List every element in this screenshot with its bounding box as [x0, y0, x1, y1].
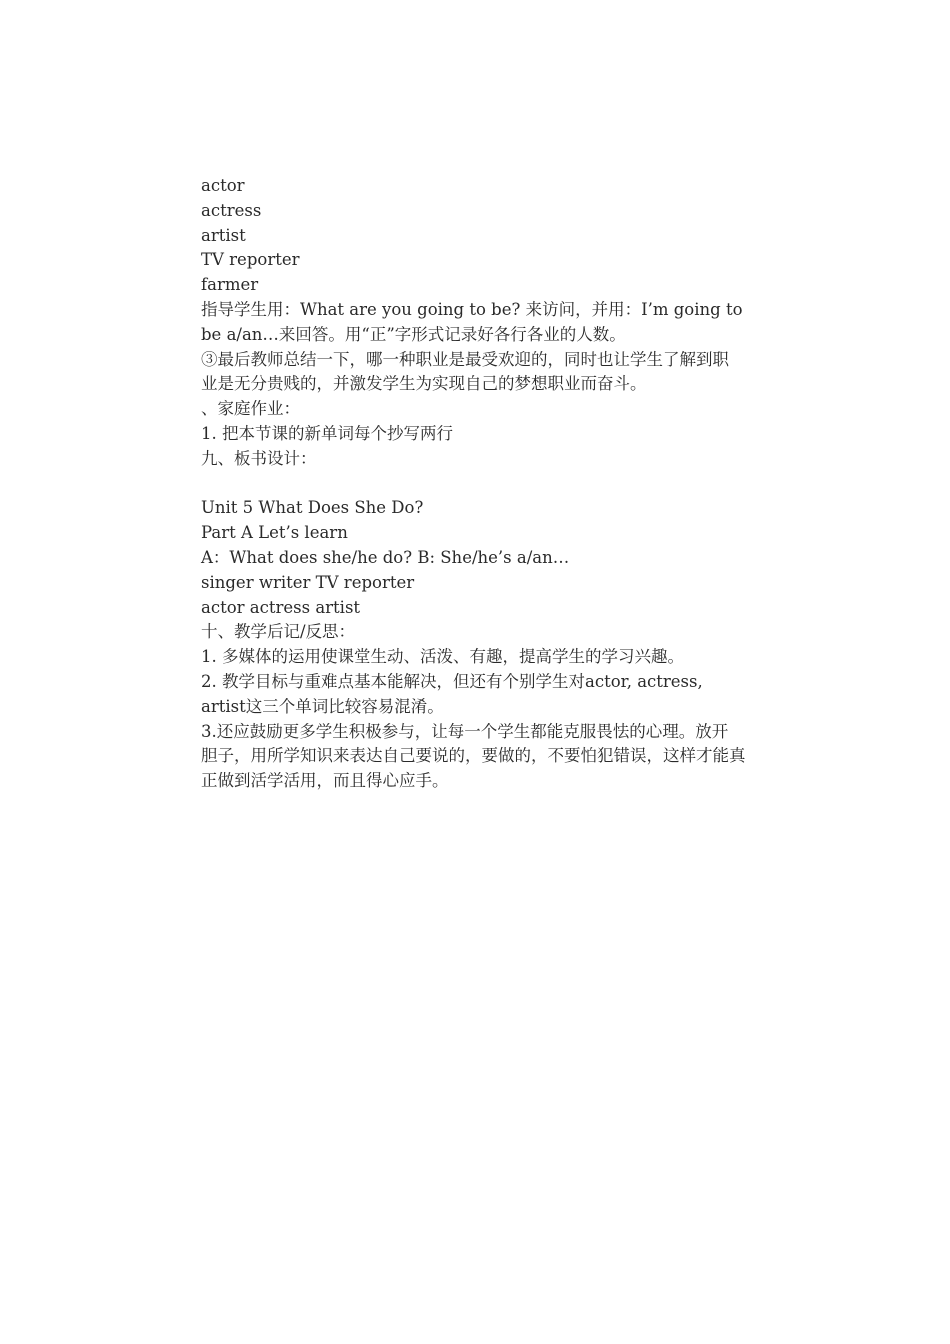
board-dialogue: A：What does she/he do? B: She/he’s a/an… [201, 547, 570, 567]
board-part-title: Part A Let’s learn [201, 523, 348, 543]
reflection-heading: 十、教学后记/反思： [201, 622, 356, 642]
summary-line-2: 业是无分贵贱的，并激发学生为实现自己的梦想职业而奋斗。 [201, 374, 647, 394]
reflection-item-2-line-1: 2. 教学目标与重难点基本能解决，但还有个别学生对actor, actress, [201, 671, 703, 691]
board-design-heading: 九、板书设计： [201, 448, 317, 468]
reflection-item-3-line-2: 胆子，用所学知识来表达自己要说的，要做的，不要怕犯错误，这样才能真 [201, 746, 746, 766]
instruction-line-1: 指导学生用：What are you going to be? 来访问，并用：I’m going to [201, 299, 743, 319]
board-vocab-row-2: actor actress artist [201, 597, 361, 617]
vocab-line-actress: actress [201, 200, 262, 220]
document-body [201, 174, 811, 794]
homework-heading: 、家庭作业： [201, 399, 300, 419]
summary-line-1: ③最后教师总结一下，哪一种职业是最受欢迎的，同时也让学生了解到职 [201, 349, 729, 369]
blank-line [201, 472, 811, 497]
reflection-item-3-line-3: 正做到活学活用，而且得心应手。 [201, 771, 449, 791]
reflection-item-3-line-1: 3.还应鼓励更多学生积极参与，让每一个学生都能克服畏怯的心理。放开 [201, 721, 729, 741]
board-vocab-row-1: singer writer TV reporter [201, 572, 415, 592]
board-unit-title: Unit 5 What Does She Do? [201, 498, 424, 518]
reflection-item-2-line-2: artist这三个单词比较容易混淆。 [201, 696, 444, 716]
vocab-line-actor: actor [201, 176, 245, 195]
reflection-item-1: 1. 多媒体的运用使课堂生动、活泼、有趣，提高学生的学习兴趣。 [201, 647, 684, 667]
vocab-line-tv-reporter: TV reporter [201, 250, 300, 270]
homework-item-1: 1. 把本节课的新单词每个抄写两行 [201, 423, 453, 443]
instruction-line-2: be a/an…来回答。用“正”字形式记录好各行各业的人数。 [201, 324, 626, 344]
vocab-line-artist: artist [201, 225, 246, 245]
vocab-line-farmer: farmer [201, 275, 259, 295]
